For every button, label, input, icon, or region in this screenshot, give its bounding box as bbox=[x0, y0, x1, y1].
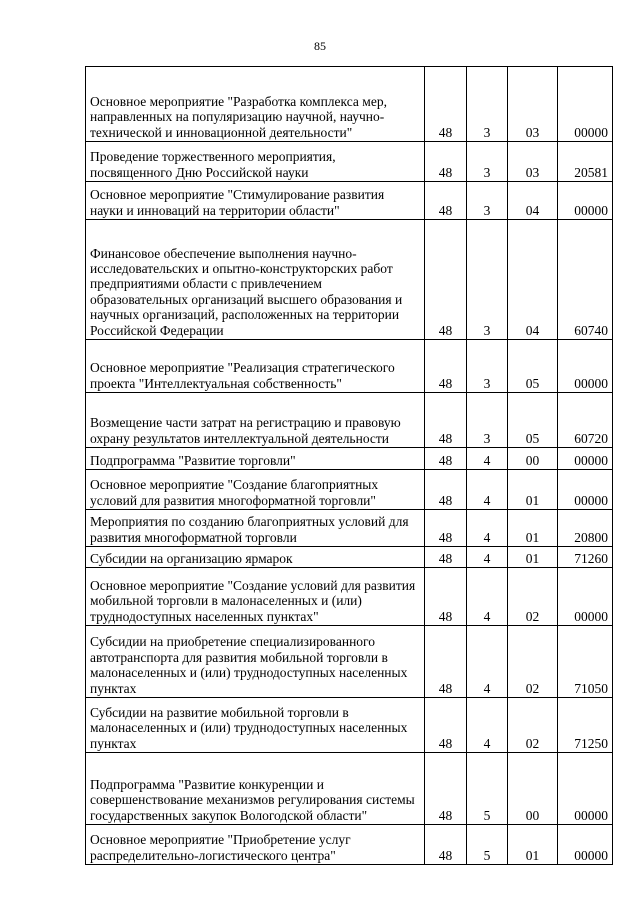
row-name: Подпрограмма "Развитие торговли" bbox=[86, 448, 425, 470]
row-code-1: 48 bbox=[425, 470, 467, 510]
row-name: Мероприятия по созданию благоприятных условий для развития многоформатной торговли bbox=[86, 510, 425, 547]
row-name: Субсидии на развитие мобильной торговли в малонаселенных и (или) труднодоступных населенных пунктах bbox=[86, 698, 425, 753]
row-name: Основное мероприятие "Реализация стратегического проекта "Интеллектуальная собственность" bbox=[86, 340, 425, 393]
row-code-3: 05 bbox=[508, 340, 558, 393]
row-code-2: 4 bbox=[467, 448, 508, 470]
row-code-2: 3 bbox=[467, 182, 508, 220]
row-code-2: 4 bbox=[467, 470, 508, 510]
table-row bbox=[86, 825, 613, 865]
row-code-1: 48 bbox=[425, 448, 467, 470]
row-code-2: 5 bbox=[467, 753, 508, 825]
row-code-1: 48 bbox=[425, 67, 467, 142]
row-code-3: 02 bbox=[508, 698, 558, 753]
row-code-2: 4 bbox=[467, 510, 508, 547]
row-code-1: 48 bbox=[425, 510, 467, 547]
row-code-1: 48 bbox=[425, 220, 467, 340]
table-row bbox=[86, 67, 613, 142]
table-row bbox=[86, 568, 613, 626]
table-row bbox=[86, 510, 613, 547]
row-code-1: 48 bbox=[425, 340, 467, 393]
table-row bbox=[86, 470, 613, 510]
row-code-2: 3 bbox=[467, 393, 508, 448]
row-code-2: 4 bbox=[467, 547, 508, 568]
table-row bbox=[86, 220, 613, 340]
row-code-3: 03 bbox=[508, 67, 558, 142]
row-code-4: 20581 bbox=[558, 142, 613, 182]
row-code-3: 01 bbox=[508, 510, 558, 547]
row-code-2: 4 bbox=[467, 626, 508, 698]
row-code-4: 00000 bbox=[558, 753, 613, 825]
row-code-3: 05 bbox=[508, 393, 558, 448]
row-code-1: 48 bbox=[425, 626, 467, 698]
row-code-3: 02 bbox=[508, 568, 558, 626]
budget-table bbox=[85, 66, 613, 865]
row-name: Возмещение части затрат на регистрацию и правовую охрану результатов интеллектуальной деятельности bbox=[86, 393, 425, 448]
row-code-1: 48 bbox=[425, 753, 467, 825]
row-name: Основное мероприятие "Приобретение услуг распределительно-логистического центра" bbox=[86, 825, 425, 865]
row-code-3: 03 bbox=[508, 142, 558, 182]
row-code-4: 00000 bbox=[558, 448, 613, 470]
row-code-1: 48 bbox=[425, 568, 467, 626]
row-name: Финансовое обеспечение выполнения научно-исследовательских и опытно-конструкторских работ предприятиями области с привлечением образовательных организаций высшего образования и научных организаций, расположенных на территории Российской Федерации bbox=[86, 220, 425, 340]
row-name: Проведение торжественного мероприятия, посвященного Дню Российской науки bbox=[86, 142, 425, 182]
row-name: Основное мероприятие "Разработка комплекса мер, направленных на популяризацию научной, научно-технической и инновационной деятельности" bbox=[86, 67, 425, 142]
row-code-2: 4 bbox=[467, 568, 508, 626]
row-code-4: 00000 bbox=[558, 825, 613, 865]
row-code-3: 04 bbox=[508, 182, 558, 220]
row-code-4: 71260 bbox=[558, 547, 613, 568]
table-row bbox=[86, 142, 613, 182]
row-code-3: 02 bbox=[508, 626, 558, 698]
table-row bbox=[86, 393, 613, 448]
table-row bbox=[86, 698, 613, 753]
table-row bbox=[86, 626, 613, 698]
row-code-3: 01 bbox=[508, 470, 558, 510]
row-name: Основное мероприятие "Создание условий для развития мобильной торговли в малонаселенных и (или) труднодоступных населенных пунктах" bbox=[86, 568, 425, 626]
row-name: Подпрограмма "Развитие конкуренции и совершенствование механизмов регулирования системы государственных закупок Вологодской области" bbox=[86, 753, 425, 825]
row-code-1: 48 bbox=[425, 698, 467, 753]
row-code-2: 5 bbox=[467, 825, 508, 865]
row-code-1: 48 bbox=[425, 825, 467, 865]
table-row bbox=[86, 448, 613, 470]
row-code-4: 00000 bbox=[558, 67, 613, 142]
row-name: Основное мероприятие "Создание благоприятных условий для развития многоформатной торговли" bbox=[86, 470, 425, 510]
row-code-3: 00 bbox=[508, 448, 558, 470]
budget-table-body bbox=[86, 67, 613, 865]
row-code-2: 3 bbox=[467, 67, 508, 142]
row-code-3: 01 bbox=[508, 825, 558, 865]
row-code-4: 60720 bbox=[558, 393, 613, 448]
table-row bbox=[86, 182, 613, 220]
row-name: Основное мероприятие "Стимулирование развития науки и инноваций на территории области" bbox=[86, 182, 425, 220]
table-row bbox=[86, 753, 613, 825]
row-code-3: 00 bbox=[508, 753, 558, 825]
row-name: Субсидии на организацию ярмарок bbox=[86, 547, 425, 568]
row-code-2: 3 bbox=[467, 142, 508, 182]
table-row bbox=[86, 340, 613, 393]
row-code-4: 00000 bbox=[558, 568, 613, 626]
row-code-4: 71050 bbox=[558, 626, 613, 698]
row-code-1: 48 bbox=[425, 547, 467, 568]
row-code-4: 60740 bbox=[558, 220, 613, 340]
row-code-2: 3 bbox=[467, 340, 508, 393]
row-code-4: 00000 bbox=[558, 470, 613, 510]
row-code-2: 3 bbox=[467, 220, 508, 340]
row-code-3: 01 bbox=[508, 547, 558, 568]
page-number: 85 bbox=[314, 39, 326, 53]
row-name: Субсидии на приобретение специализированного автотранспорта для развития мобильной торговли в малонаселенных и (или) труднодоступных населенных пунктах bbox=[86, 626, 425, 698]
table-row bbox=[86, 547, 613, 568]
row-code-4: 71250 bbox=[558, 698, 613, 753]
row-code-2: 4 bbox=[467, 698, 508, 753]
row-code-4: 00000 bbox=[558, 182, 613, 220]
row-code-3: 04 bbox=[508, 220, 558, 340]
row-code-1: 48 bbox=[425, 393, 467, 448]
row-code-1: 48 bbox=[425, 182, 467, 220]
row-code-4: 00000 bbox=[558, 340, 613, 393]
row-code-1: 48 bbox=[425, 142, 467, 182]
row-code-4: 20800 bbox=[558, 510, 613, 547]
